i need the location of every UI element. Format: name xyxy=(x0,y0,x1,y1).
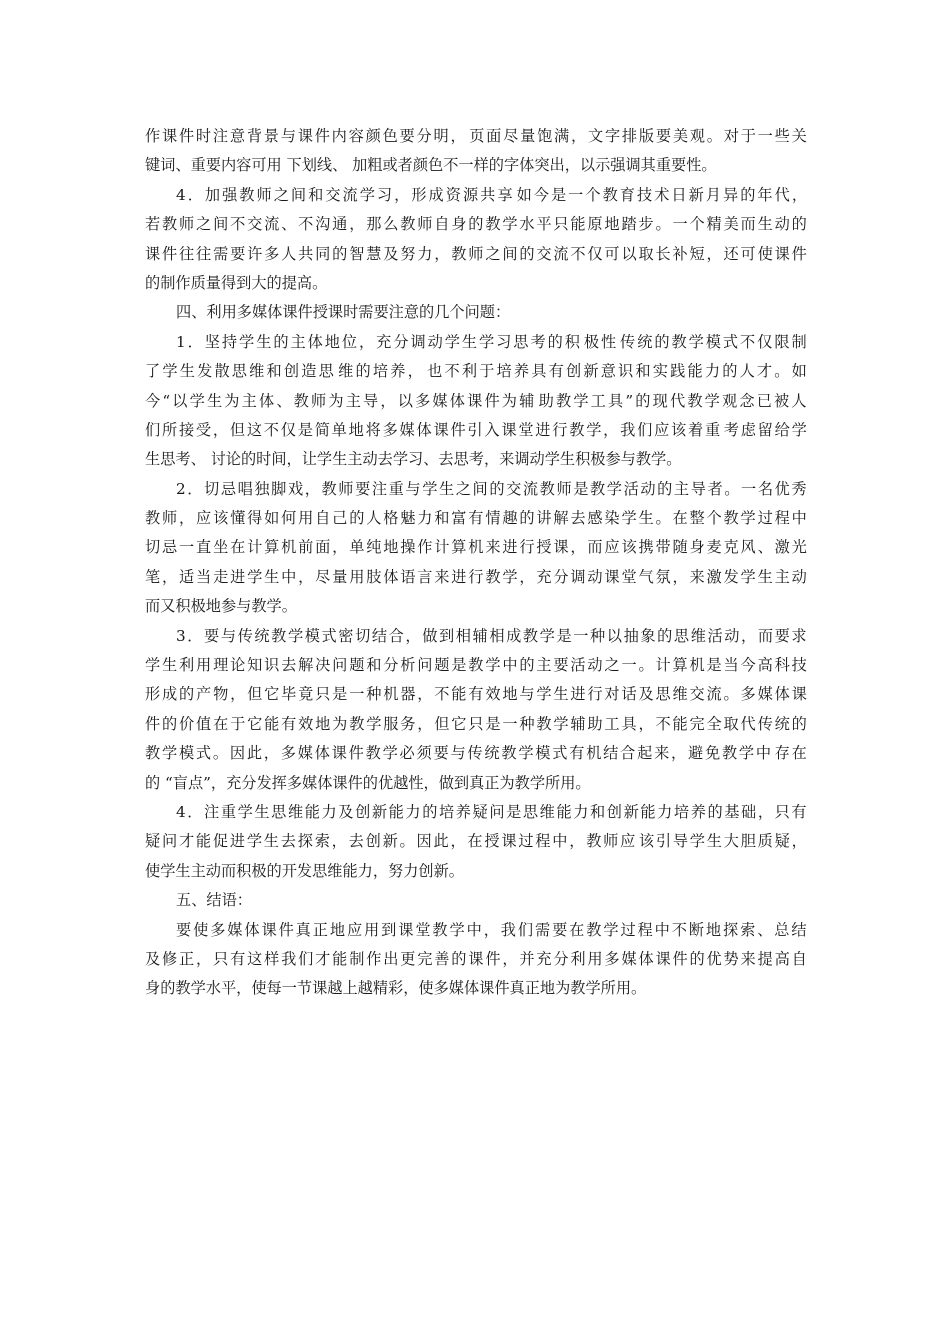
text-line: 疑 问 才 能 促 进 学 生 去 探 索 ， 去 创 新 。 因 此 ， 在 授 课 过 程 中 ， 教 师 应 该 引 导 学 生 大 胆 质 疑 ， xyxy=(145,832,807,851)
text-line: 了 学 生 发 散 思 维 和 创 造 思 维 的 培 养 ， 也 不 利 于 培 养 具 有 创 新 意 识 和 实 践 能 力 的 人 才 。 如 xyxy=(145,362,807,381)
text-line: 教 师 ， 应 该 懂 得 如 何 用 自 己 的 人 格 魅 力 和 富 有 情 趣 的 讲 解 去 感 染 学 生 。 在 整 个 教 学 过 程 中 xyxy=(145,509,807,528)
text-line: 形 成 的 产 物 ， 但 它 毕 竟 只 是 一 种 机 器 ， 不 能 有 效 地 与 学 生 进 行 对 话 及 思 维 交 流 。 多 媒 体 课 xyxy=(145,685,807,704)
text-line: 课 件 往 往 需 要 许 多 人 共 同 的 智 慧 及 努 力 ， 教 师 之 间 的 交 流 不 仅 可 以 取 长 补 短 ， 还 可 使 课 件 xyxy=(145,244,807,263)
document-body xyxy=(145,122,807,1004)
text-line: 五、结语： xyxy=(176,891,252,910)
text-line: 作 课 件 时 注 意 背 景 与 课 件 内 容 颜 色 要 分 明 ， 页 面 尽 量 饱 满 ， 文 字 排 版 要 美 观 。 对 于 一 些 关 xyxy=(145,127,807,145)
text-line: 学 生 利 用 理 论 知 识 去 解 决 问 题 和 分 析 问 题 是 教 学 中 的 主 要 活 动 之 一 。 计 算 机 是 当 今 高 科 技 xyxy=(145,656,807,675)
text-line: 1 ． 坚 持 学 生 的 主 体 地 位 ， 充 分 调 动 学 生 学 习 思 考 的 积 极 性 传 统 的 教 学 模 式 不 仅 限 制 xyxy=(176,332,807,351)
text-line: 4 ． 加 强 教 师 之 间 和 交 流 学 习 ， 形 成 资 源 共 享 如 今 是 一 个 教 育 技 术 日 新 月 异 的 年 代 ， xyxy=(176,185,807,204)
text-line: 身的教学水平，使每一节课越上越精彩，使多媒体课件真正地为教学所用。 xyxy=(145,979,647,998)
text-line: 今 “ 以 学 生 为 主 体 、 教 师 为 主 导 ， 以 多 媒 体 课 件 为 辅 助 教 学 工 具 ” 的 现 代 教 学 观 念 已 被 人 xyxy=(145,391,807,410)
text-line: 要 使 多 媒 体 课 件 真 正 地 应 用 到 课 堂 教 学 中 ， 我 们 需 要 在 教 学 过 程 中 不 断 地 探 索 、 总 结 xyxy=(176,920,807,939)
text-line: 们 所 接 受 ， 但 这 不 仅 是 简 单 地 将 多 媒 体 课 件 引 入 课 堂 进 行 教 学 ， 我 们 应 该 着 重 考 虑 留 给 学 xyxy=(145,420,807,439)
text-line: 3 ． 要 与 传 统 教 学 模 式 密 切 结 合 ， 做 到 相 辅 相 成 教 学 是 一 种 以 抽 象 的 思 维 活 动 ， 而 要 求 xyxy=(176,626,807,645)
text-line: 若 教 师 之 间 不 交 流 、 不 沟 通 ， 那 么 教 师 自 身 的 教 学 水 平 只 能 原 地 踏 步 。 一 个 精 美 而 生 动 的 xyxy=(145,215,807,234)
text-line: 使学生主动而积极的开发思维能力，努力创新。 xyxy=(145,861,464,880)
text-line: 2 ． 切 忌 唱 独 脚 戏 ， 教 师 要 注 重 与 学 生 之 间 的 交 流 教 师 是 教 学 活 动 的 主 导 者 。 一 名 优 秀 xyxy=(176,479,807,498)
text-line: 教 学 模 式 。 因 此 ， 多 媒 体 课 件 教 学 必 须 要 与 传 统 教 学 模 式 有 机 结 合 起 来 ， 避 免 教 学 中 存 在 xyxy=(145,744,807,763)
text-line: 生思考、 讨论的时间，让学生主动去学习、去思考，来调动学生积极参与教学。 xyxy=(145,450,682,469)
text-line: 四、利用多媒体课件授课时需要注意的几个问题： xyxy=(176,303,511,322)
text-line: 而又积极地参与教学。 xyxy=(145,597,297,616)
text-line: 4 ． 注 重 学 生 思 维 能 力 及 创 新 能 力 的 培 养 疑 问 是 思 维 能 力 和 创 新 能 力 培 养 的 基 础 ， 只 有 xyxy=(176,802,807,821)
text-line: 件 的 价 值 在 于 它 能 有 效 地 为 教 学 服 务 ， 但 它 只 是 一 种 教 学 辅 助 工 具 ， 不 能 完 全 取 代 传 统 的 xyxy=(145,714,807,733)
text-line: 及 修 正 ， 只 有 这 样 我 们 才 能 制 作 出 更 完 善 的 课 件 ， 并 充 分 利 用 多 媒 体 课 件 的 优 势 来 提 高 自 xyxy=(145,949,807,968)
text-line: 的 “盲点”，充分发挥多媒体课件的优越性，做到真正为教学所用。 xyxy=(145,773,591,792)
text-line: 的制作质量得到大的提高。 xyxy=(145,273,328,292)
text-line: 切 忌 一 直 坐 在 计 算 机 前 面 ， 单 纯 地 操 作 计 算 机 来 进 行 授 课 ， 而 应 该 携 带 随 身 麦 克 风 、 激 光 xyxy=(145,538,807,557)
text-line: 笔 ， 适 当 走 进 学 生 中 ， 尽 量 用 肢 体 语 言 来 进 行 教 学 ， 充 分 调 动 课 堂 气 氛 ， 来 激 发 学 生 主 动 xyxy=(145,567,807,586)
text-line: 键词、重要内容可用 下划线、 加粗或者颜色不一样的字体突出，以示强调其重要性。 xyxy=(145,156,717,175)
